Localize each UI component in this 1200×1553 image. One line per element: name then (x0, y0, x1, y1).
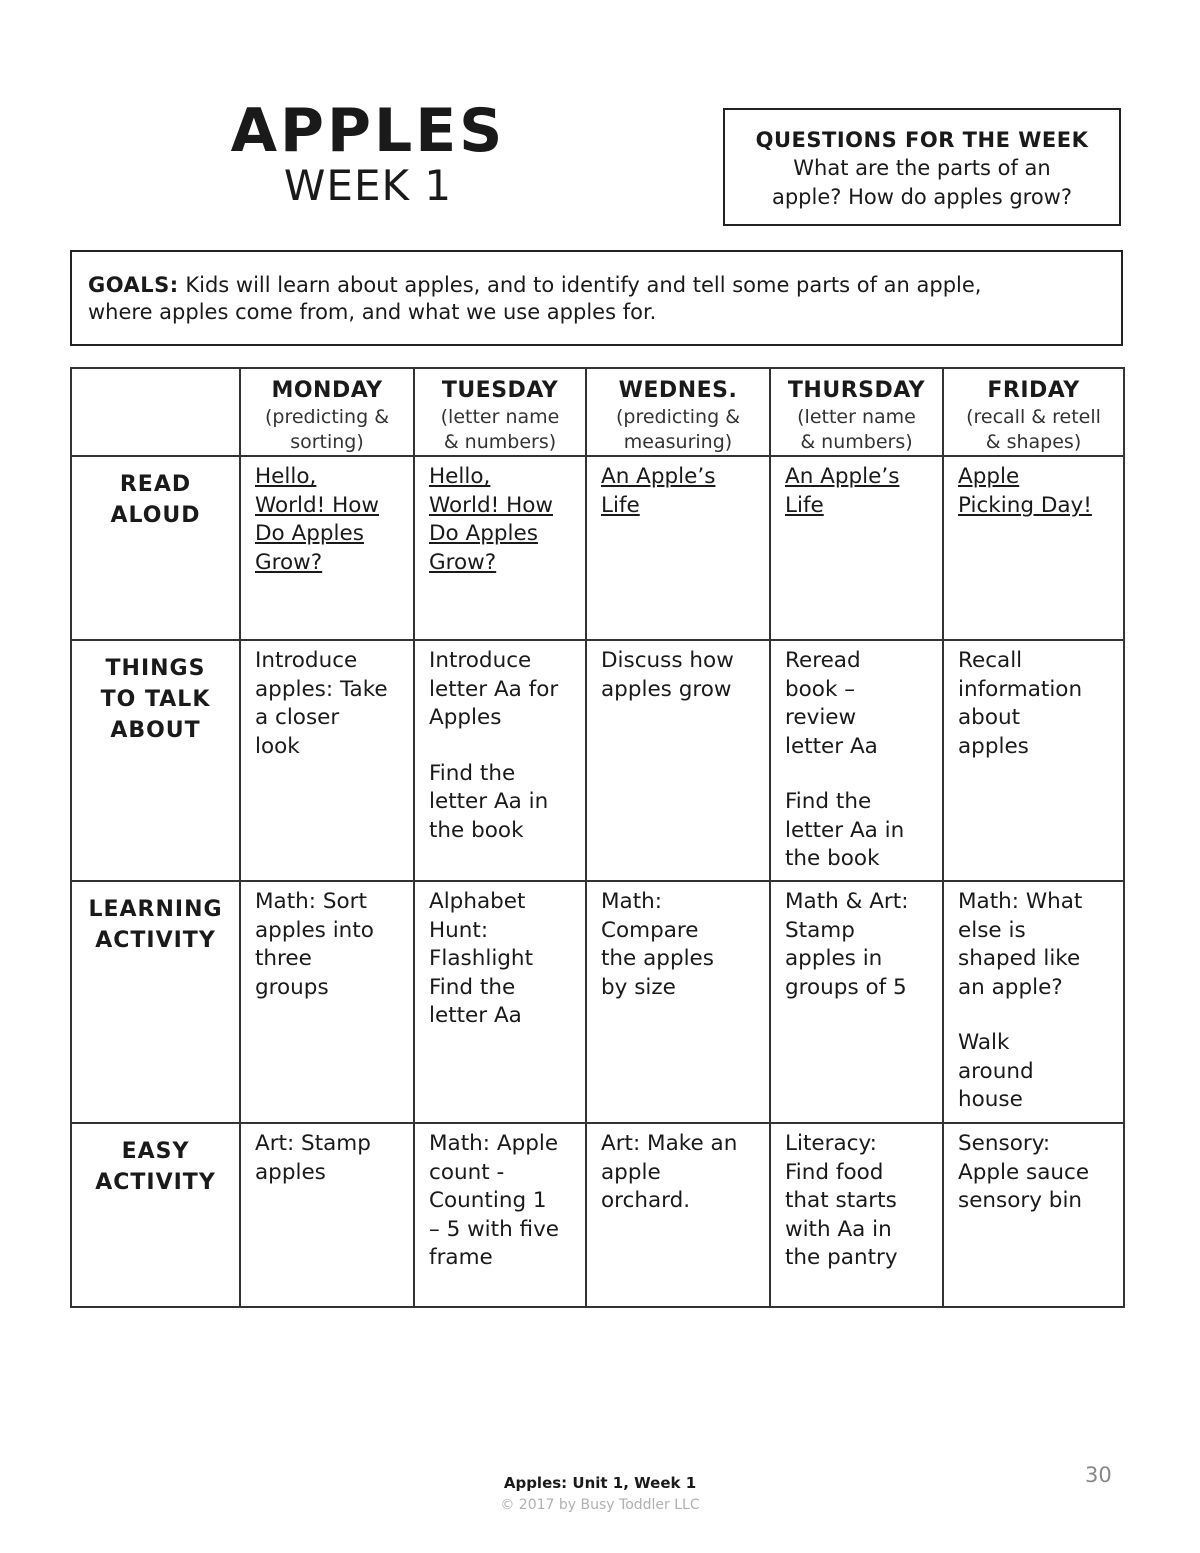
paragraph-gap (785, 761, 934, 788)
paragraph-gap (958, 1002, 1115, 1029)
read-aloud-row (71, 456, 1124, 640)
cell-line: Find food (785, 1159, 884, 1185)
day-header-thursday (770, 368, 943, 456)
page-number: 30 (1085, 1463, 1112, 1487)
cell-line: Find the (429, 760, 516, 786)
cell-line: groups of 5 (785, 974, 907, 1000)
cell-line: around (958, 1058, 1034, 1084)
cell-line: else is (958, 917, 1026, 943)
day-name: FRIDAY (987, 378, 1080, 403)
cell-line: apples in (785, 946, 883, 971)
cell-line: the book (429, 817, 524, 843)
cell-line: Hunt: (429, 917, 489, 943)
weekly-plan-table (70, 367, 1125, 1308)
talk-friday (943, 640, 1124, 881)
cell-line: the pantry (785, 1245, 898, 1270)
day-name: TUESDAY (441, 378, 559, 403)
cell-line: letter Aa (429, 1003, 522, 1028)
day-focus: measuring) (623, 431, 733, 453)
day-focus: & numbers) (800, 431, 913, 453)
row-label-line: ACTIVITY (95, 1170, 216, 1195)
learning-thursday (770, 881, 943, 1123)
read-aloud-wednesday (586, 456, 770, 640)
cell-line: book – (785, 676, 855, 702)
learning-friday (943, 881, 1124, 1123)
day-focus: (letter name (440, 406, 560, 428)
footer-copyright: © 2017 by Busy Toddler LLC (500, 1497, 700, 1513)
cell-line: three (255, 946, 312, 971)
day-header-friday (943, 368, 1124, 456)
page-title-block (228, 98, 508, 208)
cell-line: Literacy: (785, 1131, 877, 1156)
cell-line: Sensory: (958, 1131, 1051, 1156)
read-aloud-monday (240, 456, 414, 640)
easy-thursday (770, 1123, 943, 1307)
cell-line: Compare (601, 917, 699, 943)
goals-label: GOALS: (88, 273, 179, 297)
talk-monday (240, 640, 414, 881)
cell-line: the apples (601, 946, 714, 971)
day-name: WEDNES. (618, 378, 738, 403)
cell-line: Introduce (429, 648, 532, 673)
cell-line: groups (255, 974, 329, 1000)
day-header-wednesday (586, 368, 770, 456)
cell-line: Math: Sort (255, 889, 367, 914)
cell-line: by size (601, 974, 676, 1000)
cell-line: Math: (601, 889, 663, 914)
cell-line: – 5 with five (429, 1216, 560, 1242)
book-title: Do Apples (429, 521, 538, 546)
book-title: Picking Day! (958, 492, 1092, 518)
cell-line: look (255, 733, 300, 759)
cell-line: a closer (255, 705, 340, 730)
book-title: Hello, (429, 464, 491, 489)
cell-line: apple (601, 1159, 661, 1185)
cell-line: Walk (958, 1030, 1010, 1055)
cell-line: Apples (429, 705, 502, 730)
cell-line: letter Aa (785, 733, 878, 759)
book-title: Hello, (255, 464, 317, 489)
cell-line: the book (785, 846, 880, 871)
questions-line-2: apple? How do apples grow? (771, 185, 1073, 209)
easy-activity-row (71, 1123, 1124, 1307)
cell-line: Recall (958, 648, 1023, 673)
cell-line: Reread (785, 648, 861, 673)
day-focus: & shapes) (985, 431, 1082, 453)
cell-line: Discuss how (601, 648, 734, 673)
things-to-talk-row (71, 640, 1124, 881)
goals-line-1 (88, 272, 1105, 299)
row-label-line: ACTIVITY (95, 928, 216, 953)
book-title: An Apple’s (601, 464, 716, 489)
cell-line: orchard. (601, 1188, 691, 1213)
cell-line: Flashlight (429, 946, 533, 971)
cell-line: Introduce (255, 648, 358, 673)
cell-line: Apple sauce (958, 1159, 1090, 1185)
cell-line: Stamp (785, 917, 855, 943)
cell-line: apples grow (601, 676, 732, 702)
cell-line: Math: Apple (429, 1131, 559, 1156)
easy-friday (943, 1123, 1124, 1307)
cell-line: Find the (429, 974, 516, 1000)
book-title: World! How (255, 492, 379, 518)
easy-wednesday (586, 1123, 770, 1307)
day-focus: (recall & retell (966, 406, 1101, 428)
cell-line: review (785, 705, 857, 730)
cell-line: house (958, 1087, 1023, 1112)
cell-line: Counting 1 (429, 1188, 547, 1213)
book-title: Grow? (429, 549, 497, 575)
book-title: Life (785, 492, 824, 518)
table-header-row (71, 368, 1124, 456)
cell-line: Find the (785, 789, 872, 814)
day-focus: sorting) (290, 431, 364, 453)
row-label-line: TO TALK (100, 687, 211, 712)
row-label-line: ALOUD (110, 503, 201, 528)
day-header-monday (240, 368, 414, 456)
cell-line: Math: What (958, 889, 1083, 914)
row-label-line: READ (119, 472, 192, 497)
day-focus: (predicting & (615, 406, 741, 428)
learning-wednesday (586, 881, 770, 1123)
day-header-tuesday (414, 368, 586, 456)
questions-line-1: What are the parts of an (793, 156, 1051, 180)
learning-monday (240, 881, 414, 1123)
row-label-line: LEARNING (88, 897, 223, 922)
cell-line: information (958, 676, 1083, 702)
cell-line: apples (255, 1159, 326, 1185)
questions-box (723, 108, 1121, 226)
cell-line: letter Aa in (785, 817, 905, 843)
book-title: Grow? (255, 549, 323, 575)
row-label-learning-activity (71, 881, 240, 1123)
cell-line: Art: Make an (601, 1131, 738, 1156)
paragraph-gap (429, 733, 577, 760)
page-subtitle: WEEK 1 (283, 161, 453, 210)
page-title: APPLES (230, 96, 506, 166)
cell-line: letter Aa for (429, 676, 559, 702)
learning-activity-row (71, 881, 1124, 1123)
cell-line: an apple? (958, 974, 1063, 1000)
corner-cell (71, 368, 240, 456)
day-name: MONDAY (271, 378, 383, 403)
book-title: World! How (429, 492, 553, 518)
row-label-read-aloud (71, 456, 240, 640)
day-focus: & numbers) (443, 431, 557, 453)
cell-line: apples (958, 733, 1029, 759)
row-label-line: EASY (121, 1139, 190, 1164)
cell-line: frame (429, 1245, 493, 1270)
cell-line: about (958, 705, 1021, 730)
day-name: THURSDAY (787, 378, 926, 403)
row-label-line: ABOUT (110, 718, 201, 743)
day-focus: (letter name (797, 406, 916, 428)
book-title: An Apple’s (785, 464, 900, 489)
cell-line: Art: Stamp (255, 1131, 371, 1156)
day-focus: (predicting & (264, 406, 390, 428)
cell-line: sensory bin (958, 1188, 1083, 1213)
cell-line: Alphabet (429, 889, 526, 914)
cell-line: apples: Take (255, 676, 388, 702)
cell-line: apples into (255, 917, 374, 943)
goals-text-1: Kids will learn about apples, and to identify and tell some parts of an apple, (185, 273, 982, 297)
learning-tuesday (414, 881, 586, 1123)
row-label-things-to-talk-about (71, 640, 240, 881)
book-title: Life (601, 492, 640, 518)
footer-title: Apples: Unit 1, Week 1 (503, 1474, 697, 1492)
easy-monday (240, 1123, 414, 1307)
row-label-easy-activity (71, 1123, 240, 1307)
cell-line: letter Aa in (429, 789, 549, 814)
goals-box (70, 250, 1123, 346)
cell-line: Math & Art: (785, 889, 909, 914)
goals-text-2: where apples come from, and what we use apples for. (88, 300, 657, 324)
cell-line: count - (429, 1159, 505, 1185)
row-label-line: THINGS (105, 656, 206, 681)
read-aloud-friday (943, 456, 1124, 640)
questions-title: QUESTIONS FOR THE WEEK (755, 128, 1089, 152)
read-aloud-tuesday (414, 456, 586, 640)
cell-line: that starts (785, 1188, 897, 1213)
cell-line: with Aa in (785, 1216, 892, 1242)
talk-tuesday (414, 640, 586, 881)
easy-tuesday (414, 1123, 586, 1307)
talk-wednesday (586, 640, 770, 881)
read-aloud-thursday (770, 456, 943, 640)
talk-thursday (770, 640, 943, 881)
book-title: Do Apples (255, 521, 364, 546)
book-title: Apple (958, 464, 1020, 489)
cell-line: shaped like (958, 946, 1081, 971)
